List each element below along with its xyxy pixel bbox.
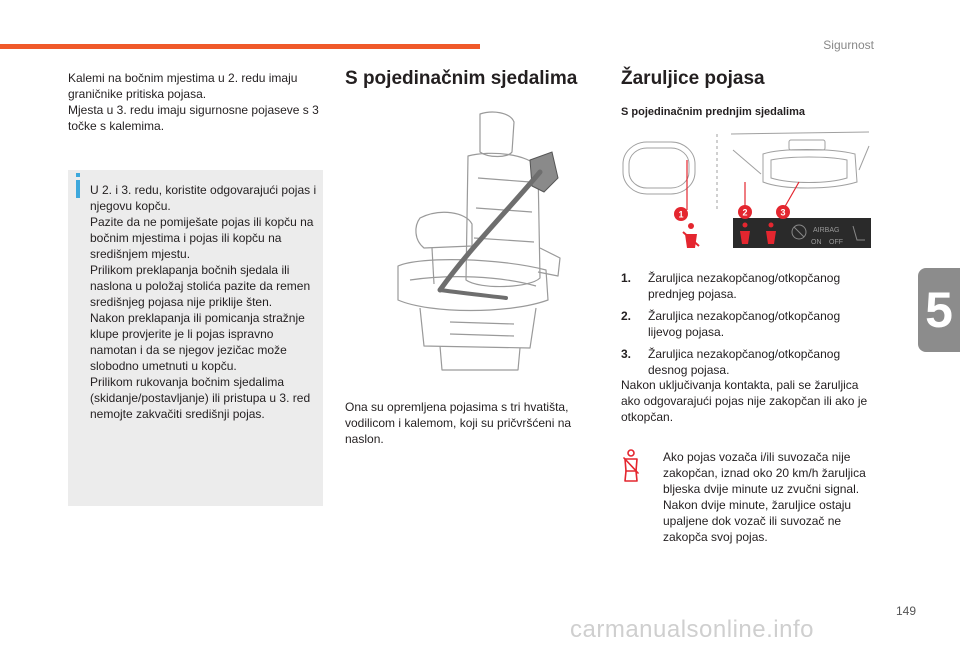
panel-label-airbag: AIRBAG xyxy=(813,227,840,234)
belt-lamps-illustration xyxy=(621,130,873,252)
front-belt-lamp-icon xyxy=(683,223,699,248)
callout-badge-1 xyxy=(674,207,688,221)
panel-label-off: OFF xyxy=(829,239,843,246)
legend-item xyxy=(621,346,876,378)
section-name: Sigurnost xyxy=(823,38,874,52)
left-intro xyxy=(68,70,320,134)
page-number: 149 xyxy=(895,604,916,618)
svg-text:1: 1 xyxy=(678,209,684,220)
legend-text: Žaruljica nezakopčanog/otkopčanog prednjeg pojasa. xyxy=(648,271,841,301)
middle-column xyxy=(345,68,590,90)
legend-number: 2. xyxy=(621,309,632,323)
middle-text: Ona su opremljena pojasima s tri hvatišta, vodilicom i kalemom, koji su pričvršćeni na naslon. xyxy=(345,400,572,446)
lamp-description: Nakon uključivanja kontakta, pali se žaruljica ako odgovarajući pojas nije zakopčan ili ako je otkopčan. xyxy=(621,378,868,424)
legend-item xyxy=(621,270,876,302)
right-heading: Žaruljice pojasa xyxy=(621,68,765,89)
info-icon xyxy=(76,180,80,198)
header-accent-bar xyxy=(0,44,480,49)
right-subheading: S pojedinačnim prednjim sjedalima xyxy=(621,106,805,118)
legend-item xyxy=(621,308,876,340)
middle-heading: S pojedinačnim sjedalima xyxy=(345,68,578,89)
svg-text:3: 3 xyxy=(780,207,786,218)
warning-text: Ako pojas vozača i/ili suvozača nije zakopčan, iznad oko 20 km/h žaruljica bljeska dvije minute uz zvučni signal. Nakon dvije minute, žaruljice ostaju upaljene dok vozač ili suvozač ne zakopča svoj pojas. xyxy=(663,450,866,544)
info-box xyxy=(68,170,323,506)
legend-text: Žaruljica nezakopčanog/otkopčanog desnog pojasa. xyxy=(648,347,841,377)
chapter-tab[interactable]: 5 xyxy=(918,268,960,352)
seatbelt-warning-icon xyxy=(621,449,641,483)
legend-number: 1. xyxy=(621,271,632,285)
callout-badge-2 xyxy=(738,205,752,219)
watermark: carmanualsonline.info xyxy=(570,616,814,643)
panel-label-on: ON xyxy=(811,239,822,246)
airbag-panel xyxy=(733,218,871,248)
right-column xyxy=(621,68,876,120)
info-icon-dot xyxy=(76,173,80,177)
legend-number: 3. xyxy=(621,347,632,361)
info-box-text: U 2. i 3. redu, koristite odgovarajući pojas i njegovu kopču. Pazite da ne pomiješate pojas ili kopču na bočnim mjestima i pojas ili kopču na središnjem mjestu. Prilikom preklapanja bočnih sjedala ili naslona u položaj stolića pazite da remen središnjeg pojasa nije priklije šten. Nakon preklapanja ili pomicanja stražnje klupe provjerite je li pojas ispravno namotan i da se njegov jezičac može slobodno umetnuti u kopču. Prilikom rukovanja bočnim sjedalima (skidanje/postavljanje) ili pristupa u 3. red nemojte zakvačiti središnji pojas. xyxy=(90,183,317,421)
legend-text: Žaruljica nezakopčanog/otkopčanog lijevog pojasa. xyxy=(648,309,841,339)
lamp-legend xyxy=(621,270,876,384)
svg-text:2: 2 xyxy=(742,207,748,218)
callout-badge-3 xyxy=(776,205,790,219)
left-intro-text: Kalemi na bočnim mjestima u 2. redu imaju graničnike pritiska pojasa. Mjesta u 3. redu imaju sigurnosne pojaseve s 3 točke s kalemima. xyxy=(68,71,319,133)
seat-belt-illustration xyxy=(380,108,580,380)
